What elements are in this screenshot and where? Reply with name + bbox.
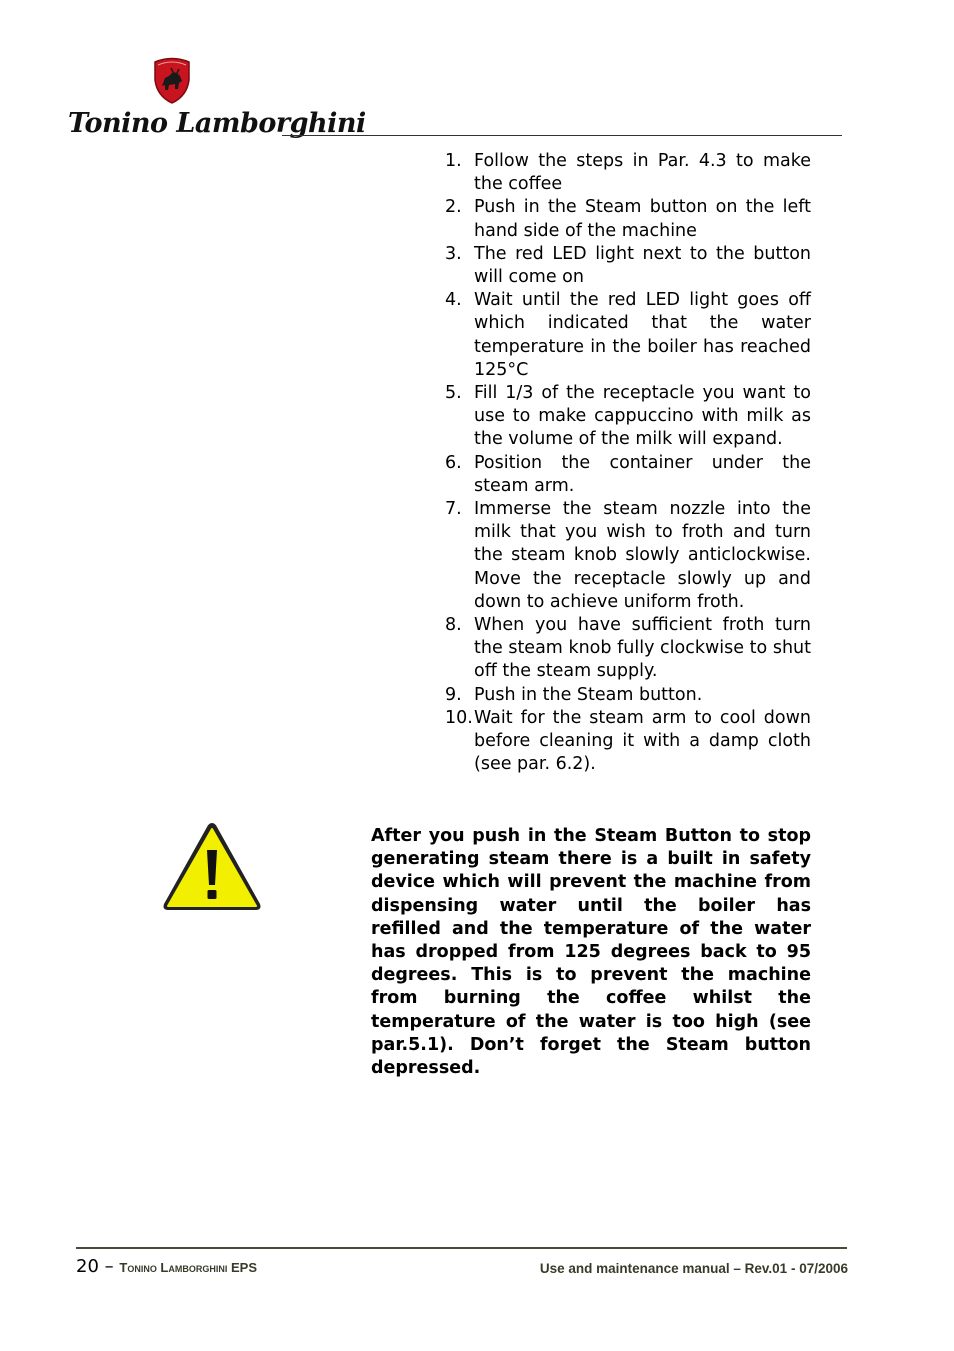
footer-left (76, 1256, 257, 1277)
header-rule (282, 135, 842, 136)
step-number: 3. (445, 243, 462, 264)
step-text: When you have sufficient froth turn the steam knob fully clockwise to shut off the steam supply. (474, 615, 811, 682)
list-item (442, 150, 811, 196)
step-text: Wait until the red LED light goes off which indicated that the water temperature in the boiler has reached 125°C (474, 290, 811, 380)
list-item (442, 684, 811, 707)
step-number: 9. (445, 684, 462, 705)
step-text: Follow the steps in Par. 4.3 to make the coffee (474, 151, 811, 195)
step-text: Push in the Steam button on the left hand side of the machine (474, 197, 811, 241)
steps-list (442, 150, 811, 776)
list-item (442, 614, 811, 684)
list-item (442, 498, 811, 614)
footer-brand: Tonino Lamborghini EPS (119, 1260, 257, 1275)
step-number: 2. (445, 197, 462, 218)
list-item (442, 196, 811, 242)
step-number: 1. (445, 151, 462, 171)
brand-wordmark: Tonino Lamborghini (68, 108, 366, 139)
step-number: 7. (445, 499, 462, 520)
step-text: Position the container under the steam arm. (474, 452, 811, 496)
list-item (442, 452, 811, 498)
warning-note: After you push in the Steam Button to stop generating steam there is a built in safety device which will prevent the machine from dispensing water until the boiler has refilled and the temperature of the water has dropped from 125 degrees back to 95 degrees. This is to prevent the machine from burning the coffee whilst the temperature of the water is too high (see par.5.1). Don’t forget the Steam button depressed. (371, 826, 811, 1079)
step-number: 8. (445, 615, 462, 636)
list-item (442, 243, 811, 289)
step-number: 4. (445, 290, 462, 311)
list-item (442, 289, 811, 382)
warning-triangle-icon (160, 820, 264, 914)
list-item (442, 707, 811, 777)
step-text: Push in the Steam button. (474, 684, 703, 705)
footer-manual-revision: Use and maintenance manual – Rev.01 - 07/2006 (539, 1261, 848, 1276)
step-text: The red LED light next to the button will come on (474, 243, 811, 288)
step-number: 6. (445, 452, 462, 473)
footer-rule (76, 1247, 847, 1249)
step-number: 5. (445, 383, 462, 404)
step-text: Wait for the steam arm to cool down before cleaning it with a damp cloth (see par. 6.2). (474, 707, 811, 775)
page-number: 20 – (76, 1256, 114, 1277)
list-item (442, 382, 811, 452)
step-text: Fill 1/3 of the receptacle you want to use to make cappuccino with milk as the volume of the milk will expand. (474, 383, 811, 450)
step-number: 10. (445, 707, 473, 728)
step-text: Immerse the steam nozzle into the milk that you wish to froth and turn the steam knob slowly anticlockwise. Move the receptacle slowly up and down to achieve uniform froth. (474, 499, 811, 612)
lamborghini-shield-logo (151, 56, 193, 104)
